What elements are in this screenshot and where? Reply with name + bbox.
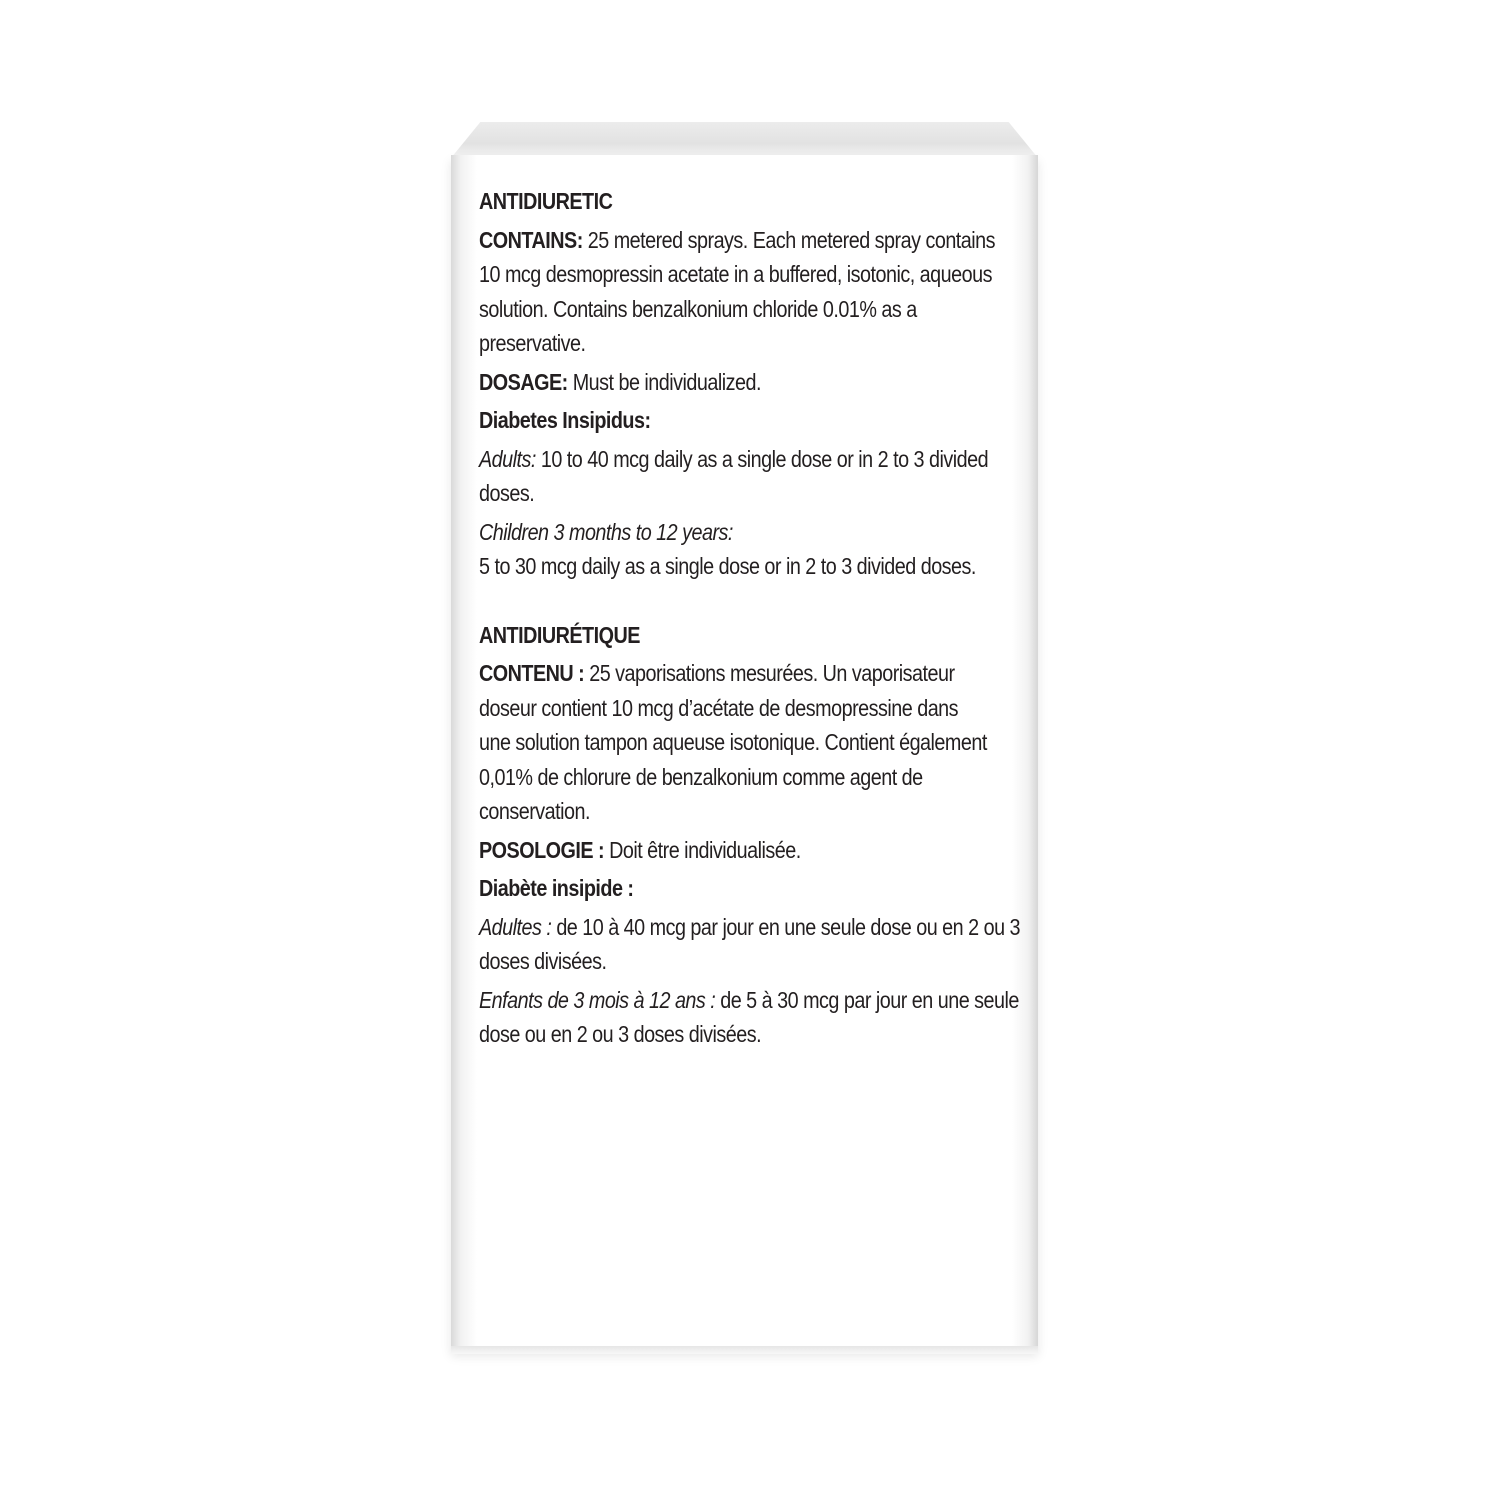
- contains-label: CONTAINS:: [479, 226, 583, 253]
- french-contains: [479, 656, 991, 829]
- english-children-text: 5 to 30 mcg daily as a single dose or in 2 to 3 divided doses.: [479, 553, 976, 579]
- english-heading: ANTIDIURETIC: [479, 188, 613, 214]
- posologie-text: Doit être individualisée.: [604, 836, 801, 863]
- adults-text: 10 to 40 mcg daily as a single dose or in 2 to 3 divided doses.: [479, 445, 989, 506]
- box-top-face: [451, 122, 1038, 158]
- french-dosage: [479, 833, 1012, 868]
- english-dosage: [479, 365, 1012, 400]
- enfants-text: de 5 à 30 mcg par jour en une seule dose ou en 2 ou 3 doses divisées.: [479, 986, 1019, 1047]
- adultes-text: de 10 à 40 mcg par jour en une seule dose ou en 2 ou 3 doses divisées.: [479, 913, 1021, 974]
- adultes-label: Adultes :: [479, 913, 552, 940]
- english-condition-heading: Diabetes Insipidus:: [479, 407, 651, 433]
- english-adults: [479, 442, 1008, 511]
- english-children-label: Children 3 months to 12 years:: [479, 518, 733, 545]
- english-contains: [479, 223, 995, 361]
- product-label-text: [479, 184, 1021, 1056]
- french-children: [479, 983, 1029, 1052]
- enfants-label: Enfants de 3 mois à 12 ans :: [479, 986, 716, 1013]
- section-divider-space: [479, 588, 961, 618]
- dosage-text: Must be individualized.: [567, 368, 761, 395]
- french-adults: [479, 910, 1025, 979]
- dosage-label: DOSAGE:: [479, 368, 568, 395]
- contenu-text: 25 vaporisations mesurées. Un vaporisateur doseur contient 10 mcg d’acétate de desmopressine dans une solution tampon aqueuse isotonique. Contient également 0,01% de chlorure de benzalkonium comme agent de conservation.: [479, 660, 987, 824]
- posologie-label: POSOLOGIE :: [479, 836, 605, 863]
- adults-label: Adults:: [479, 445, 536, 472]
- contains-text: 25 metered sprays. Each metered spray contains 10 mcg desmopressin acetate in a buffered, isotonic, aqueous solution. Contains benzalkonium chloride 0.01% as a preservative.: [479, 226, 995, 356]
- french-heading: ANTIDIURÉTIQUE: [479, 621, 640, 648]
- contenu-label: CONTENU :: [479, 660, 585, 686]
- french-condition-heading: Diabète insipide :: [479, 875, 634, 901]
- box-bottom-edge: [451, 1346, 1038, 1354]
